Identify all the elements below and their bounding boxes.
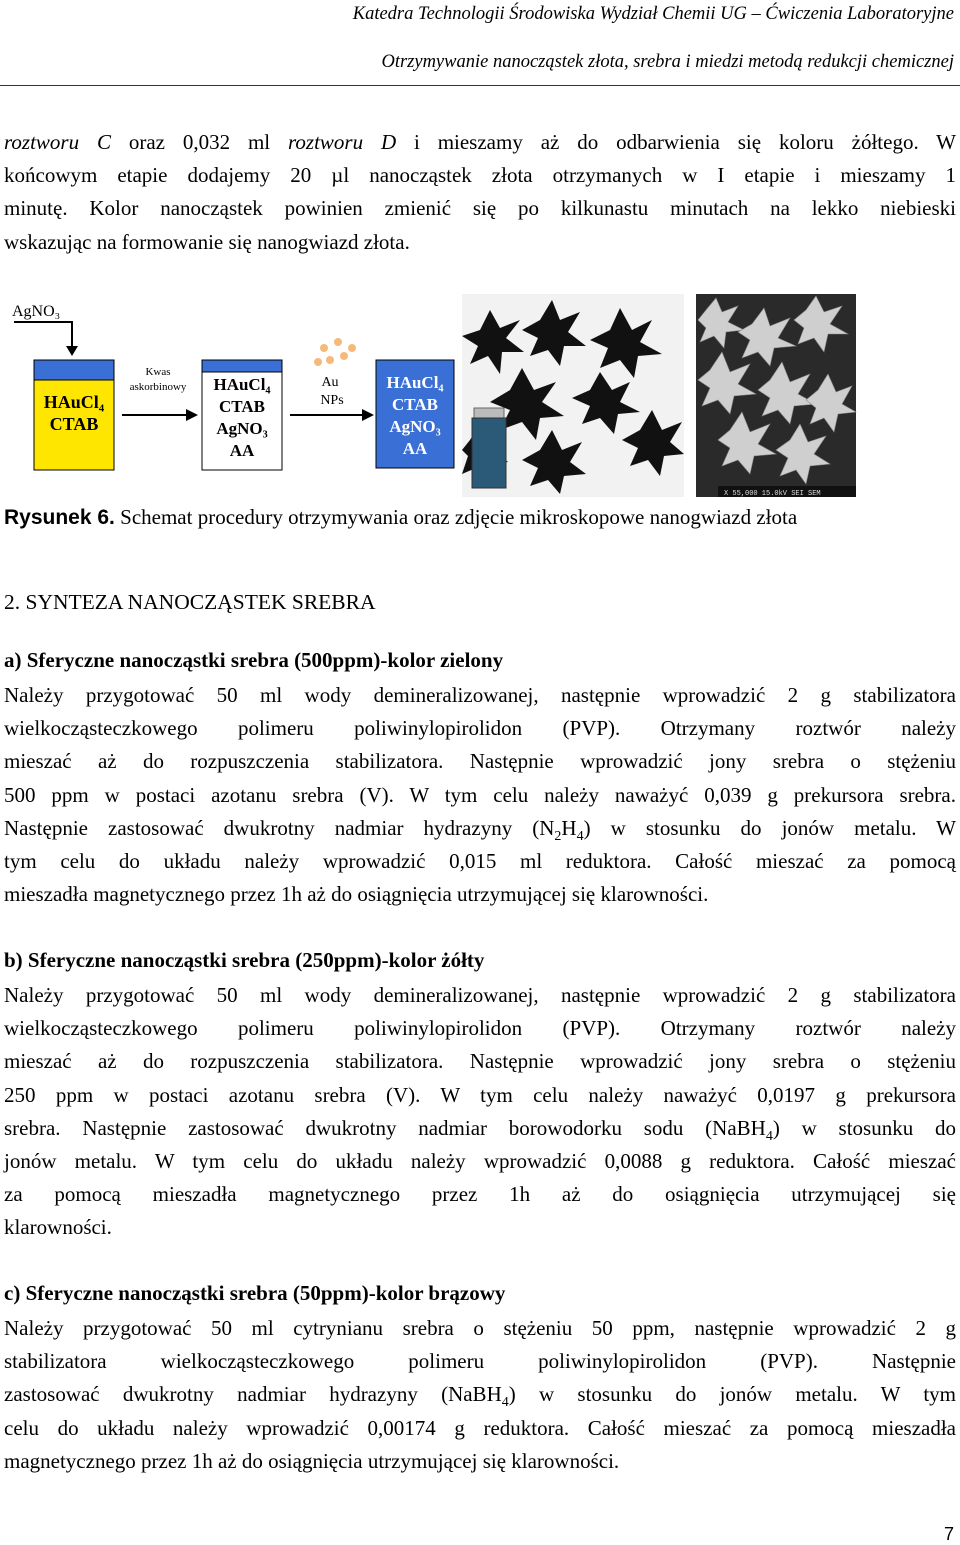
svg-text:AgNO₃: AgNO₃	[389, 417, 441, 436]
subsection-a-title: a) Sferyczne nanocząstki srebra (500ppm)-kolor zielony	[4, 648, 504, 672]
paragraph-line: stabilizatora wielkocząsteczkowego polimeru poliwinylopirolidon (PVP). Następnie	[4, 1349, 956, 1374]
paragraph-line: wielkocząsteczkowego polimeru poliwinylopirolidon (PVP). Otrzymany roztwór należy	[4, 716, 956, 741]
paragraph-line: Należy przygotować 50 ml wody demineralizowanej, następnie wprowadzić 2 g stabilizatora	[4, 983, 956, 1007]
figure-6	[0, 290, 960, 505]
paragraph-line: Należy przygotować 50 ml wody demineralizowanej, następnie wprowadzić 2 g stabilizatora	[4, 683, 956, 707]
svg-text:AA: AA	[229, 441, 255, 460]
paragraph-line: klarowności.	[4, 1215, 112, 1240]
paragraph-line: srebra. Następnie zastosować dwukrotny nadmiar borowodorku sodu (NaBH$_4$) w stosunku do	[4, 1115, 957, 1144]
sem-micrograph	[696, 294, 856, 498]
paragraph-line: za pomocą mieszadła magnetycznego przez 1h aż do osiągnięcia utrzymującej się	[4, 1182, 956, 1207]
agno3-arrow	[14, 322, 72, 350]
svg-text:Kwas: Kwas	[145, 366, 171, 378]
procedure-scheme	[0, 290, 960, 505]
paragraph-line: zastosować dwukrotny nadmiar hydrazyny (NaBH$_4$) w stosunku do jonów metalu. W tym	[4, 1382, 956, 1411]
section-heading: 2. SYNTEZA NANOCZĄSTEK SREBRA	[4, 590, 376, 614]
au-nps-dots	[314, 338, 356, 366]
intro-line: końcowym etapie dodajemy 20 µl nanocząstek złota otrzymanych w I etapie i mieszamy 1	[4, 163, 956, 188]
running-header-subtitle: Otrzymywanie nanocząstek złota, srebra i miedzi metodą redukcji chemicznej	[381, 52, 954, 72]
paragraph-line: 250 ppm w postaci azotanu srebra (V). W tym celu należy naważyć 0,0197 g prekursora	[4, 1082, 956, 1107]
tem-micrograph	[462, 294, 684, 497]
sem-databar-label: X 55,000 15.0kV SEI SEM	[724, 490, 821, 498]
intro-line: wskazując na formowanie się nanogwiazd złota.	[4, 229, 410, 254]
paragraph-line: 500 ppm w postaci azotanu srebra (V). W tym celu należy naważyć 0,039 g prekursora srebra.	[4, 782, 956, 807]
intro-line: minutę. Kolor nanocząstek powinien zmienić się po kilkunastu minutach na lekko niebieski	[4, 196, 956, 221]
intro-paragraph	[4, 126, 956, 259]
paragraph-line: magnetycznego przez 1h aż do osiągnięcia utrzymującej się klarowności.	[4, 1448, 620, 1473]
flask-2	[202, 360, 282, 470]
svg-text:HAuCl₄: HAuCl₄	[386, 373, 444, 392]
paragraph-line: mieszać aż do rozpuszczenia stabilizatora. Następnie wprowadzić jony srebra o stężeniu	[4, 1049, 956, 1074]
flask-1	[34, 360, 114, 470]
subsection-c-paragraph	[4, 1312, 956, 1478]
figure-caption: Rysunek 6. Schemat procedury otrzymywania oraz zdjęcie mikroskopowe nanogwiazd złota	[4, 505, 798, 529]
paragraph-line: wielkocząsteczkowego polimeru poliwinylopirolidon (PVP). Otrzymany roztwór należy	[4, 1016, 956, 1041]
subsection-b-title: b) Sferyczne nanocząstki srebra (250ppm)-kolor żółty	[4, 948, 485, 972]
svg-text:CTAB: CTAB	[219, 397, 265, 416]
svg-text:HAuCl₄: HAuCl₄	[213, 375, 271, 394]
svg-text:CTAB: CTAB	[392, 395, 438, 414]
paragraph-line: jonów metalu. W tym celu do układu należy wprowadzić 0,0088 g reduktora. Całość mieszać	[4, 1149, 956, 1174]
subsection-a-paragraph	[4, 679, 956, 911]
paragraph-line: mieszadła magnetycznego przez 1h aż do osiągnięcia utrzymującej się klarowności.	[4, 882, 709, 907]
paragraph-line: celu do układu należy wprowadzić 0,00174 g reduktora. Całość mieszać za pomocą mieszadła	[4, 1415, 956, 1440]
svg-text:AA: AA	[402, 439, 428, 458]
svg-text:Au: Au	[321, 375, 339, 390]
running-header-title: Katedra Technologii Środowiska Wydział Chemii UG – Ćwiczenia Laboratoryjne	[352, 4, 954, 24]
paragraph-line: Należy przygotować 50 ml cytrynianu srebra o stężeniu 50 ppm, następnie wprowadzić 2 g	[4, 1316, 956, 1340]
header-rule	[0, 85, 960, 86]
svg-text:HAuCl₄: HAuCl₄	[43, 392, 105, 412]
agno3-label: AgNO₃	[12, 303, 61, 320]
svg-text:askorbinowy: askorbinowy	[129, 381, 187, 393]
svg-text:AgNO₃: AgNO₃	[216, 419, 268, 438]
page-number: 7	[943, 1524, 954, 1544]
paragraph-line: mieszać aż do rozpuszczenia stabilizatora. Następnie wprowadzić jony srebra o stężeniu	[4, 749, 956, 774]
subsection-b-paragraph	[4, 979, 956, 1245]
subsection-c-title: c) Sferyczne nanocząstki srebra (50ppm)-kolor brązowy	[4, 1281, 506, 1305]
flask-3	[376, 360, 454, 468]
svg-text:NPs: NPs	[320, 393, 344, 408]
intro-line: roztworu C oraz 0,032 ml roztworu D i mieszamy aż do odbarwienia się koloru żółtego. W	[4, 130, 957, 154]
paragraph-line: Następnie zastosować dwukrotny nadmiar hydrazyny $(N_2H_4)$ w stosunku do jonów metalu. W	[4, 815, 956, 844]
svg-text:CTAB: CTAB	[49, 414, 99, 434]
paragraph-line: tym celu do układu należy wprowadzić 0,015 ml reduktora. Całość mieszać za pomocą	[4, 849, 956, 874]
